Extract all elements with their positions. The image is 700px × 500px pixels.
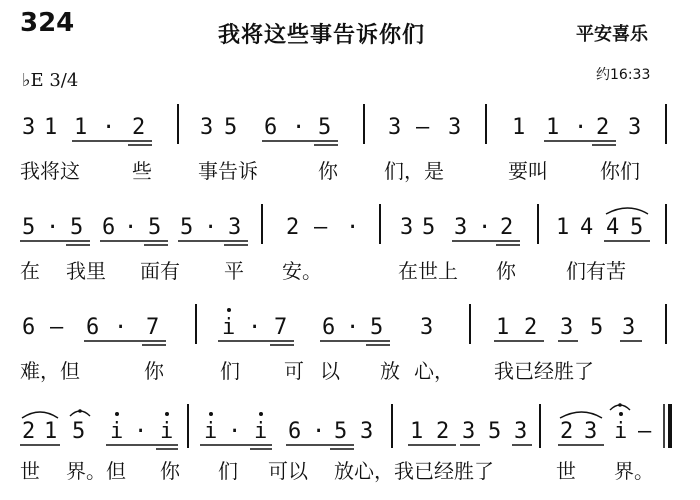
- svg-text:2: 2: [500, 215, 514, 240]
- svg-text:事告诉: 事告诉: [198, 159, 258, 183]
- svg-text:6: 6: [22, 315, 36, 340]
- svg-text:—: —: [638, 419, 652, 444]
- svg-text:7: 7: [146, 315, 160, 340]
- svg-text:·: ·: [248, 315, 262, 340]
- svg-text:3: 3: [228, 215, 242, 240]
- svg-text:·: ·: [134, 419, 148, 444]
- key-signature: ♭E 3/4: [22, 70, 79, 91]
- svg-text:世: 世: [556, 459, 576, 483]
- svg-text:·: ·: [346, 315, 360, 340]
- svg-text:—: —: [314, 215, 328, 240]
- system-2: [20, 204, 666, 283]
- svg-text:i: i: [222, 315, 236, 340]
- svg-text:3: 3: [420, 315, 434, 340]
- svg-text:5: 5: [422, 215, 436, 240]
- svg-text:6: 6: [322, 315, 336, 340]
- svg-text:你: 你: [318, 159, 338, 183]
- svg-text:i: i: [160, 419, 174, 444]
- hymn-category: 平安喜乐: [576, 24, 648, 45]
- svg-text:5: 5: [224, 115, 238, 140]
- svg-text:·: ·: [574, 115, 588, 140]
- svg-text:在世上: 在世上: [398, 259, 458, 283]
- svg-text:6: 6: [86, 315, 100, 340]
- svg-text:—: —: [416, 115, 430, 140]
- svg-text:你: 你: [144, 359, 164, 383]
- svg-text:们有苦: 们有苦: [566, 259, 626, 283]
- svg-text:3: 3: [462, 419, 476, 444]
- svg-text:5: 5: [70, 215, 84, 240]
- svg-text:3: 3: [388, 115, 402, 140]
- svg-text:4: 4: [580, 215, 594, 240]
- svg-text:·: ·: [124, 215, 138, 240]
- svg-text:难，但: 难，但: [20, 359, 80, 383]
- svg-text:4: 4: [606, 215, 620, 240]
- svg-text:安。: 安。: [282, 259, 322, 283]
- svg-text:3: 3: [454, 215, 468, 240]
- hymn-number: 324: [20, 8, 75, 38]
- svg-text:i: i: [110, 419, 124, 444]
- svg-text:5: 5: [72, 419, 86, 444]
- svg-text:可以: 可以: [268, 459, 308, 483]
- system-4: [20, 403, 670, 483]
- svg-text:2: 2: [22, 419, 36, 444]
- svg-text:3: 3: [514, 419, 528, 444]
- svg-text:在: 在: [20, 259, 40, 283]
- svg-text:你们: 你们: [600, 159, 640, 183]
- svg-text:3: 3: [360, 419, 374, 444]
- svg-text:·: ·: [114, 315, 128, 340]
- svg-text:5: 5: [334, 419, 348, 444]
- svg-text:3: 3: [200, 115, 214, 140]
- svg-text:些: 些: [132, 159, 152, 183]
- svg-text:界。: 界。: [614, 459, 654, 483]
- svg-text:·: ·: [292, 115, 306, 140]
- svg-text:6: 6: [288, 419, 302, 444]
- svg-text:1: 1: [44, 115, 58, 140]
- svg-text:5: 5: [148, 215, 162, 240]
- svg-text:2: 2: [560, 419, 574, 444]
- svg-text:5: 5: [22, 215, 36, 240]
- svg-text:1: 1: [496, 315, 510, 340]
- svg-text:6: 6: [102, 215, 116, 240]
- svg-text:3: 3: [400, 215, 414, 240]
- svg-text:·: ·: [46, 215, 60, 240]
- svg-text:3: 3: [448, 115, 462, 140]
- svg-text:3: 3: [560, 315, 574, 340]
- svg-text:5: 5: [180, 215, 194, 240]
- svg-text:以: 以: [320, 359, 340, 383]
- svg-text:7: 7: [274, 315, 288, 340]
- svg-text:界。但: 界。但: [66, 459, 126, 483]
- svg-text:心，: 心，: [414, 359, 454, 383]
- svg-text:面有: 面有: [140, 259, 180, 283]
- system-3: [20, 304, 666, 383]
- svg-text:·: ·: [346, 215, 360, 240]
- svg-text:·: ·: [228, 419, 242, 444]
- svg-text:要叫: 要叫: [508, 159, 548, 183]
- svg-text:·: ·: [204, 215, 218, 240]
- svg-text:·: ·: [312, 419, 326, 444]
- svg-text:们: 们: [218, 459, 238, 483]
- svg-text:们，是: 们，是: [384, 159, 444, 183]
- svg-text:i: i: [204, 419, 218, 444]
- svg-text:5: 5: [488, 419, 502, 444]
- svg-text:我已经胜了: 我已经胜了: [494, 359, 594, 383]
- svg-text:1: 1: [556, 215, 570, 240]
- svg-text:·: ·: [478, 215, 492, 240]
- svg-text:3: 3: [22, 115, 36, 140]
- svg-text:们: 们: [220, 359, 240, 383]
- hymn-title: 我将这些事告诉你们: [218, 23, 426, 48]
- svg-text:1: 1: [546, 115, 560, 140]
- scripture-reference: 约16:33: [596, 67, 651, 83]
- svg-text:我里: 我里: [66, 259, 106, 283]
- svg-text:1: 1: [410, 419, 424, 444]
- svg-text:你: 你: [496, 259, 516, 283]
- svg-text:可: 可: [284, 359, 304, 383]
- svg-text:放: 放: [380, 359, 400, 383]
- svg-text:5: 5: [590, 315, 604, 340]
- svg-text:5: 5: [630, 215, 644, 240]
- svg-text:2: 2: [524, 315, 538, 340]
- svg-text:1: 1: [74, 115, 88, 140]
- svg-text:2: 2: [132, 115, 146, 140]
- svg-text:5: 5: [370, 315, 384, 340]
- svg-text:2: 2: [436, 419, 450, 444]
- svg-text:世: 世: [20, 459, 40, 483]
- svg-text:—: —: [50, 315, 64, 340]
- svg-text:我将这: 我将这: [20, 159, 80, 183]
- svg-text:i: i: [254, 419, 268, 444]
- svg-text:3: 3: [584, 419, 598, 444]
- svg-text:放心，我已经胜了: 放心，我已经胜了: [334, 459, 494, 483]
- svg-text:1: 1: [44, 419, 58, 444]
- svg-text:3: 3: [628, 115, 642, 140]
- svg-text:3: 3: [622, 315, 636, 340]
- svg-text:2: 2: [596, 115, 610, 140]
- svg-text:1: 1: [512, 115, 526, 140]
- svg-text:·: ·: [102, 115, 116, 140]
- svg-text:6: 6: [264, 115, 278, 140]
- svg-text:2: 2: [286, 215, 300, 240]
- svg-text:平: 平: [224, 259, 244, 283]
- svg-text:5: 5: [318, 115, 332, 140]
- svg-text:i: i: [614, 419, 628, 444]
- system-1: [20, 104, 666, 183]
- svg-text:你: 你: [160, 459, 180, 483]
